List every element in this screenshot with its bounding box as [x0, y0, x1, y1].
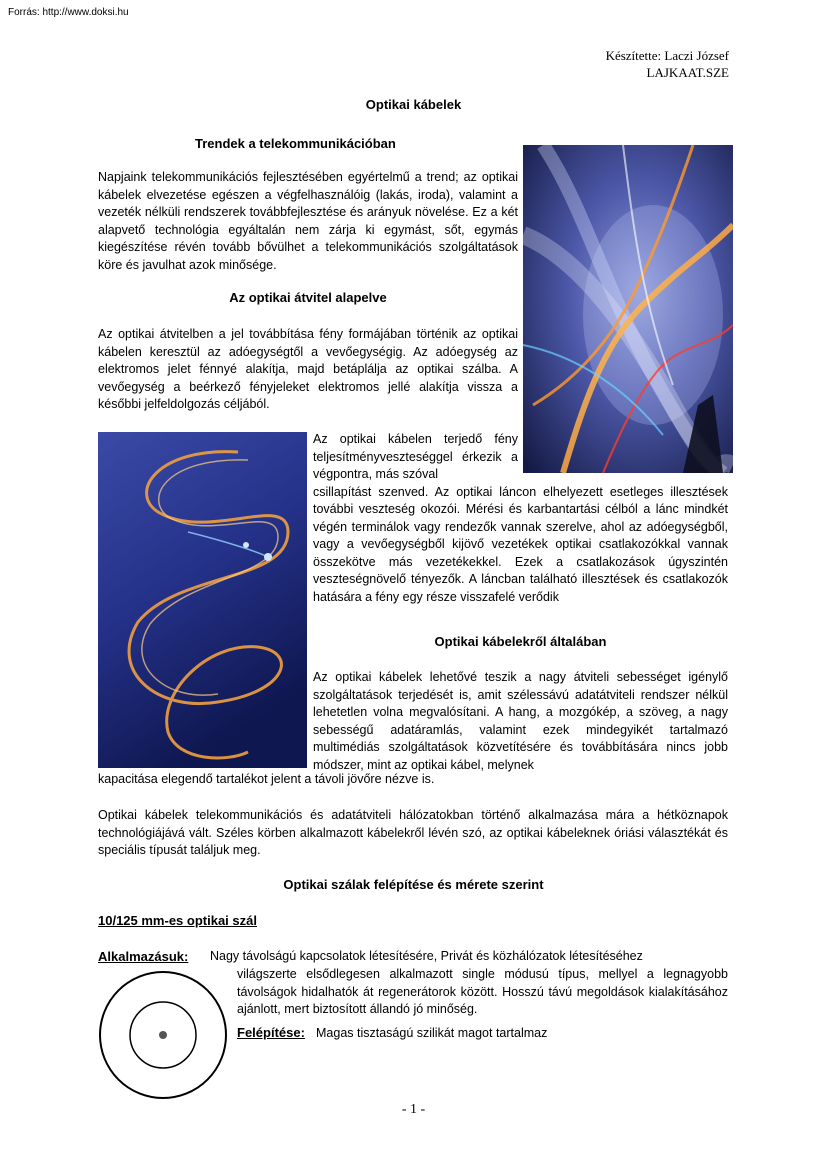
- coiled-fiber-cable-photo: [98, 432, 307, 768]
- fiber-optic-strands-photo: [523, 145, 733, 473]
- source-note: Forrás: http://www.doksi.hu: [8, 7, 129, 18]
- paragraph-general-part2: kapacitása elegendő tartalékot jelent a távoli jövőre nézve is.: [98, 772, 435, 786]
- heading-trends: Trendek a telekommunikációban: [195, 136, 396, 151]
- fiber-cross-section-diagram: [98, 970, 228, 1100]
- author-block: [606, 47, 729, 81]
- label-applications: Alkalmazásuk:: [98, 949, 189, 964]
- page-number: - 1 -: [401, 1102, 426, 1117]
- heading-general: Optikai kábelekről általában: [434, 634, 607, 649]
- paragraph-attenuation-start: Az optikai kábelen terjedő fény teljesítményveszteséggel érkezik a végpontra, más szóval: [313, 432, 518, 481]
- fiber-core-dot: [159, 1031, 167, 1039]
- paragraph-general-part1: Az optikai kábelek lehetővé teszik a nagy átviteli sebességet igénylő szolgáltatások terjedését is, amit szélessávú adatátviteli rendszer nélkül lehetetlen volna megvalósítani. A hang, a mozgókép, a szöveg, a nagy sebességű adatáramlás, valamint ezek mindegyikét tartalmazó multimédiás szolgáltatások közvetítésére és továbbítására nincs jobb módszer, mint az optikai kábel, melynek: [313, 670, 728, 772]
- page-title: Optikai kábelek: [365, 97, 462, 112]
- heading-principle: Az optikai átvitel alapelve: [229, 290, 387, 305]
- text-applications-rest: világszerte elsődlegesen alkalmazott single módusú típus, mellyel a legnagyobb távolságok hidalhatók át regenerátorok között. Hosszú távú megoldások kialakításához ajánlott, mert biztosított állandó jó minőség.: [237, 967, 728, 1016]
- paragraph-applications: Optikai kábelek telekommunikációs és adatátviteli hálózatokban történő alkalmazása mára a hétköznapok technológiájává vált. Széles körben alkalmazott kábelekről lévén szó, az optikai kábeleknek óriási választékát és speciális típusát találjuk meg.: [98, 808, 728, 857]
- paragraph-trends: Napjaink telekommunikációs fejlesztésében egyértelmű a trend; az optikai kábelek elvezetése egészen a végfelhasználóig (lakás, iroda), valamint a vezeték nélküli rendszerek továbbfejlesztése és arányuk növelése. Ez a két alapvető technológia egyáltalán nem zárja ki egymást, sőt, egymás kiegészítése révén tovább bővülhet a telekommunikációs szolgáltatások köre és javulhat azok minősége.: [98, 170, 518, 272]
- paragraph-attenuation-rest: csillapítást szenved. Az optikai láncon elhelyezett esetleges illesztések további veszteség okozói. Mérési és karbantartási célból a lánc mindkét végén terminálok vagy rendezők vannak szerelve, ahol az adóegységből, vagy a vevőegységből kijövő vezetékek optikai csatlakozókkal vannak összekötve más vezetékekkel. Ezek a csatlakozások úgyszintén veszteségnövelő tényezők. A láncban található illesztések és csatlakozók hatására a fény egy része visszafelé verődik: [313, 484, 728, 604]
- label-structure: Felépítése:: [237, 1025, 305, 1040]
- heading-fiber-types: Optikai szálak felépítése és mérete szerint: [283, 877, 544, 892]
- text-structure: Magas tisztaságú szilikát magot tartalmaz: [316, 1026, 548, 1040]
- author-name: Készítette: Laczi József: [605, 48, 729, 63]
- paragraph-principle: Az optikai átvitelben a jel továbbítása fény formájában történik az optikai kábelen keresztül az adóegységtől a vevőegységig. Az adóegység az elektromos jelet fénnyé alakítja, majd betáplálja az optikai szálba. A vevőegység a beérkező fényjeleket elektromos jellé alakítja vissza a későbbi jelfeldolgozás céljából.: [98, 327, 518, 411]
- author-org: LAJKAAT.SZE: [646, 65, 729, 80]
- heading-fiber-10-125: 10/125 mm-es optikai szál: [98, 913, 257, 928]
- text-applications-line1: Nagy távolságú kapcsolatok létesítésére, Privát és közhálózatok létesítéséhez: [210, 949, 643, 963]
